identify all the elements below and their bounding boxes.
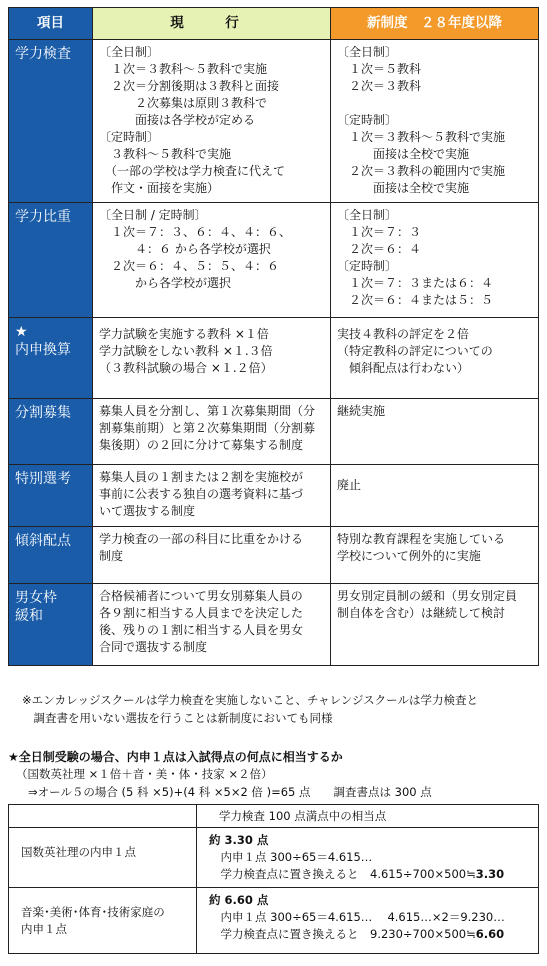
section-title: ★全日制受験の場合、内申１点は入試得点の何点に相当するか [8, 750, 343, 764]
table-row [9, 465, 539, 527]
points-header-row [9, 805, 539, 828]
current-cell: 合格候補者について男女別募集人員の 各９割に相当する人員までを決定した 後、残りの１割に相当する人員を男女 合同で選抜する制度 [93, 584, 331, 666]
new-cell: 実技４教科の評定を２倍 （特定教科の評定についての 傾斜配点は行わない） [331, 318, 539, 399]
new-cell: 〔全日制〕 １次＝７：３ ２次＝６：４ 〔定時制〕 １次＝７：３または６：４ ２次＝６：４または５：５ [331, 203, 539, 318]
points-row-label: 音楽･美術･体育･技術家庭の 内申１点 [9, 888, 197, 954]
row-label: 学力検査 [9, 40, 93, 203]
section-formula: （国数英社理 ×１倍＋音・美・体・技家 ×２倍） [16, 767, 273, 781]
points-row-value: 約 6.60 点 内申１点 300÷65＝4.615… 4.615…×2＝9.230… 学力検査点に置き換えると 9.230÷700×500≒6.60 [197, 888, 539, 954]
row-label: 男女枠 緩和 [9, 584, 93, 666]
row-label: 学力比重 [9, 203, 93, 318]
new-cell: 廃止 [331, 465, 539, 527]
row-label: 傾斜配点 [9, 527, 93, 584]
table-header-row [9, 8, 539, 40]
current-cell: 募集人員の１割または２割を実施校が 事前に公表する独自の選考資料に基づ いて選抜する制度 [93, 465, 331, 527]
new-cell: 〔全日制〕 １次＝５教科 ２次＝３教科 〔定時制〕 １次＝３教科～５教科で実施 面接は全校で実施 ２次＝３教科の範囲内で実施 面接は全校で実施 [331, 40, 539, 203]
header-new-system: 新制度 ２８年度以降 [331, 8, 539, 40]
row-label: 分割募集 [9, 399, 93, 465]
new-cell: 男女別定員制の緩和（男女別定員 制自体を含む）は継続して検討 [331, 584, 539, 666]
current-cell: 〔全日制〕 １次＝３教科～５教科で実施 ２次＝分割後期は３教科と面接 ２次募集は原則３教科で 面接は各学校が定める 〔定時制〕 ３教科～５教科で実施 （一部の学校は学力検査に代えて 作文・面接を実施） [93, 40, 331, 203]
table-row [9, 318, 539, 399]
row-label: ★ 内申換算 [9, 318, 93, 399]
new-cell: 特別な教育課程を実施している 学校について例外的に実施 [331, 527, 539, 584]
points-header: 学力検査 100 点満点中の相当点 [197, 805, 539, 828]
new-cell: 継続実施 [331, 399, 539, 465]
table-row [9, 203, 539, 318]
current-cell: 募集人員を分割し、第１次募集期間（分 割募集前期）と第２次募集期間（分割募 集後期）の２回に分けて募集する制度 [93, 399, 331, 465]
points-row-label: 国数英社理の内申１点 [9, 828, 197, 888]
table-row [9, 40, 539, 203]
table-row [9, 828, 539, 888]
table-row [9, 888, 539, 954]
current-cell: 学力試験を実施する教科 ×１倍 学力試験をしない教科 ×１.３倍 （３教科試験の場合 ×１.２倍） [93, 318, 331, 399]
points-table [8, 804, 539, 954]
current-cell: 〔全日制 / 定時制〕 １次＝７：３、６：４、４：６、 ４：６ から各学校が選択 ２次＝６：４、５：５、４：６ から各学校が選択 [93, 203, 331, 318]
table-row [9, 584, 539, 666]
header-current: 現 行 [93, 8, 331, 40]
header-item: 項目 [9, 8, 93, 40]
footnote: ※エンカレッジスクールは学力検査を実施しないこと、チャレンジスクールは学力検査と 調査書を用いない選抜を行うことは新制度においても同様 [22, 693, 478, 725]
section-calculation: ⇒オール５の場合 (5 科 ×5)+(4 科 ×5×2 倍 )=65 点 調査書点は 300 点 [28, 785, 432, 799]
comparison-table [8, 7, 539, 666]
row-label: 特別選考 [9, 465, 93, 527]
table-row [9, 527, 539, 584]
current-cell: 学力検査の一部の科目に比重をかける 制度 [93, 527, 331, 584]
points-row-value: 約 3.30 点 内申１点 300÷65＝4.615… 学力検査点に置き換えると 4.615÷700×500≒3.30 [197, 828, 539, 888]
table-row [9, 399, 539, 465]
